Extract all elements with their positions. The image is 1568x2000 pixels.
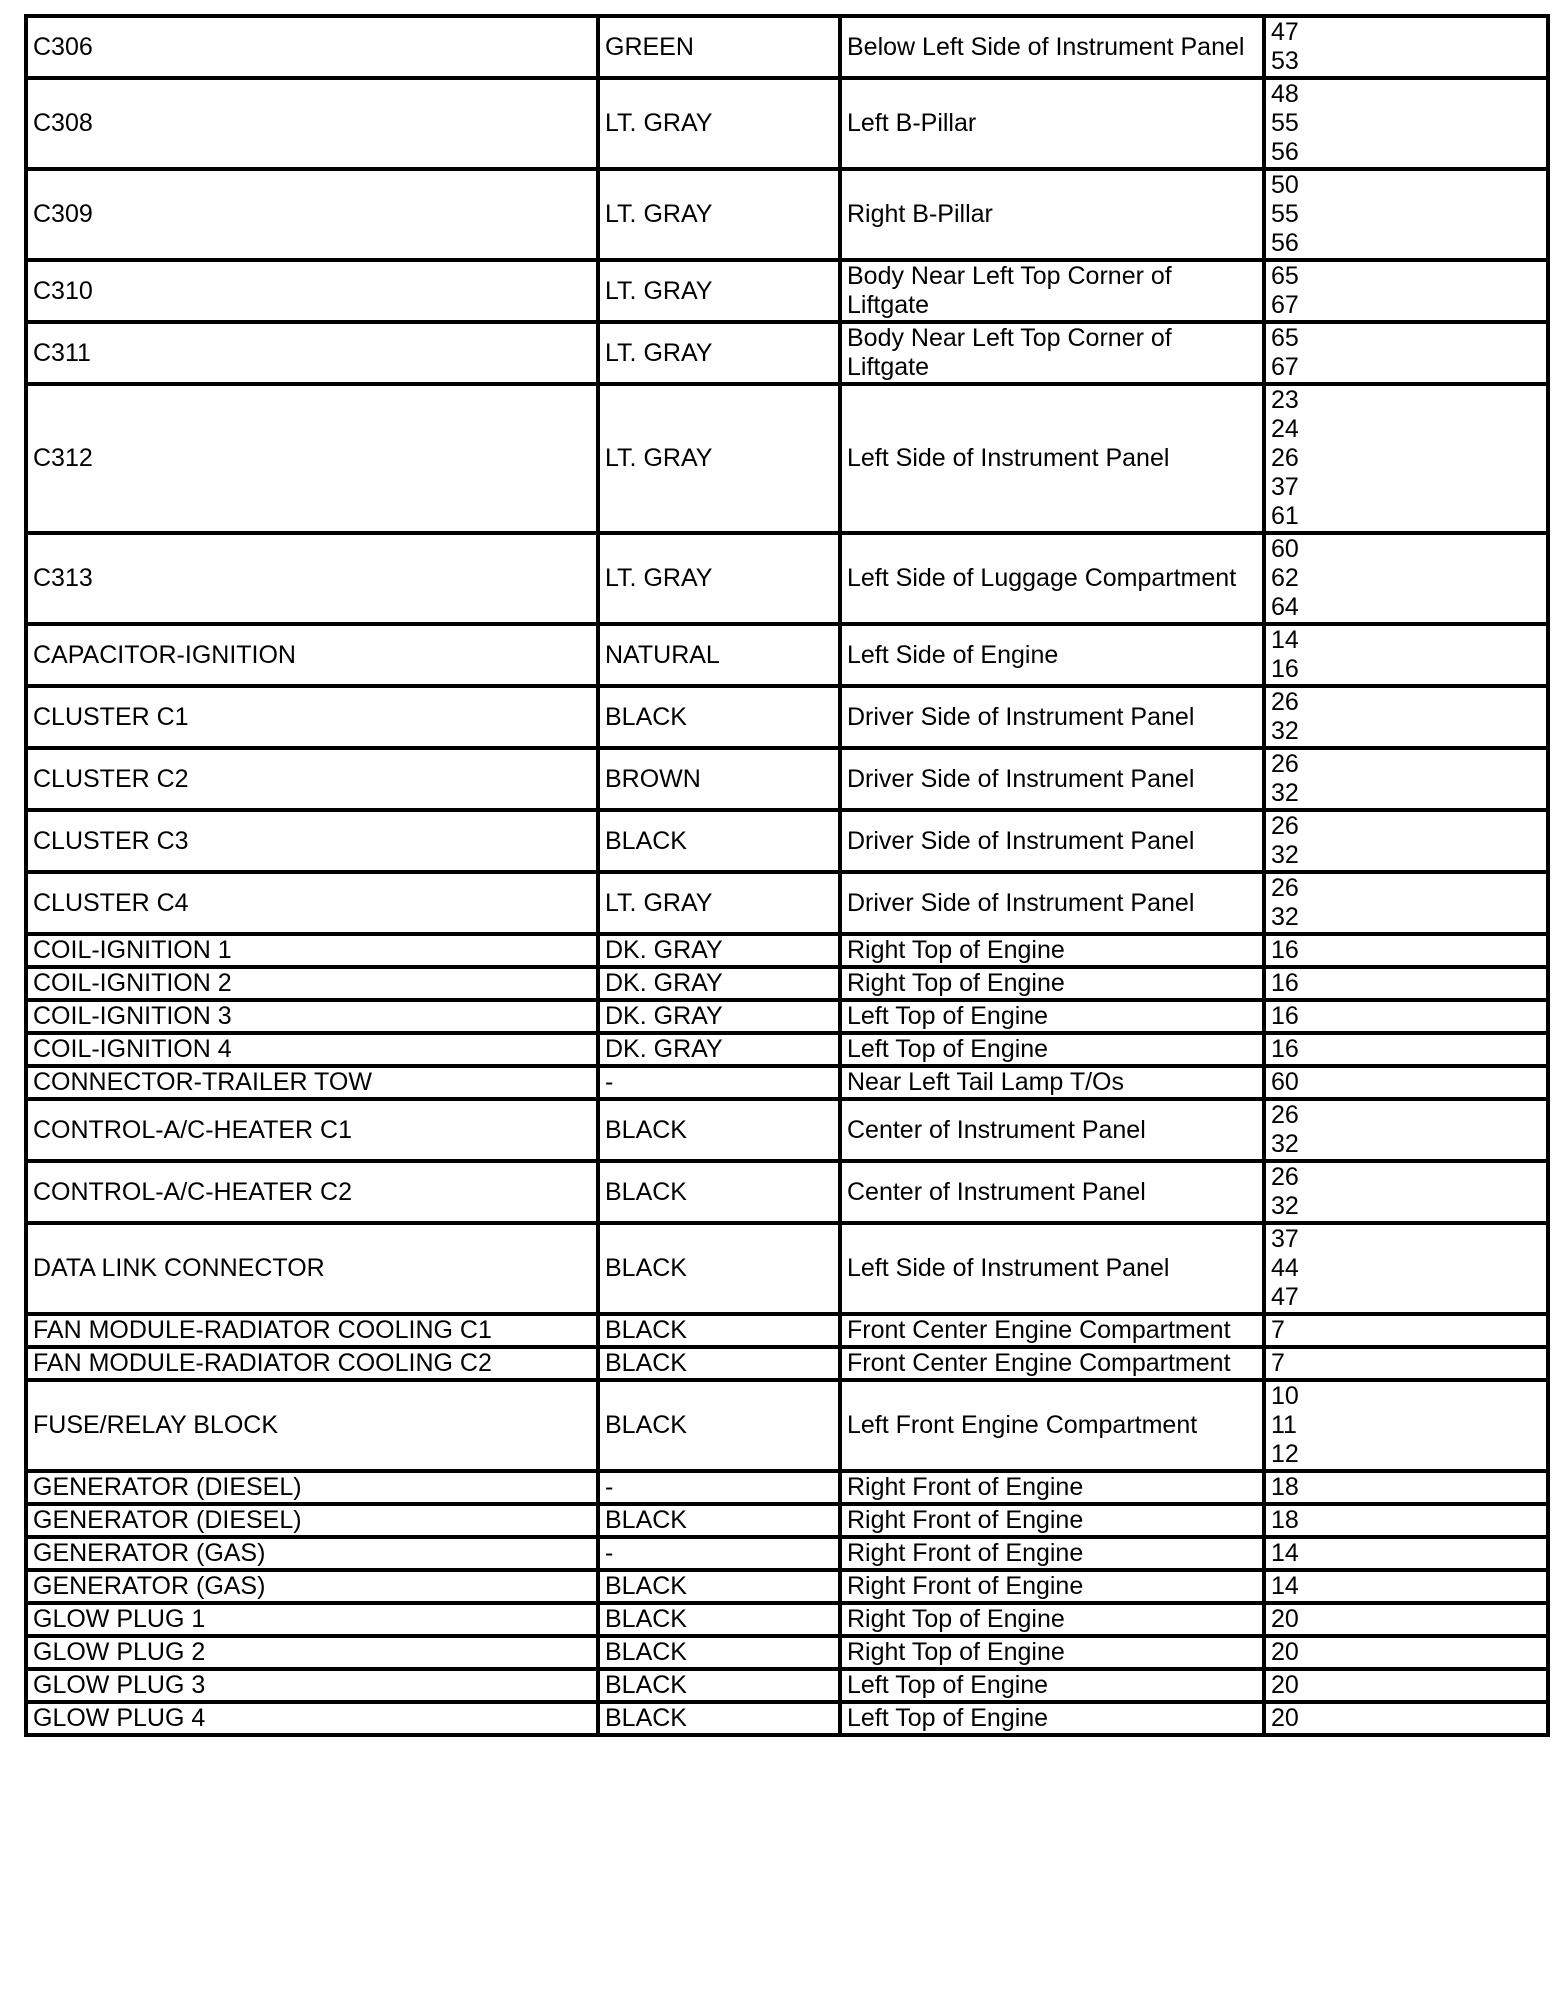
table-row — [26, 810, 1548, 872]
page-number: 26 — [1271, 874, 1299, 902]
table-row — [26, 1669, 1548, 1702]
connector-location-cell: Left Side of Instrument Panel — [840, 384, 1264, 533]
page-reference-cell — [1264, 1314, 1548, 1347]
page-number: 67 — [1271, 291, 1299, 319]
page-reference-cell — [1264, 1033, 1548, 1066]
page-number: 16 — [1271, 969, 1299, 997]
connector-color-cell: BLACK — [598, 1223, 840, 1314]
page-reference-cell — [1264, 686, 1548, 748]
connector-location-cell: Driver Side of Instrument Panel — [840, 748, 1264, 810]
connector-color-cell: LT. GRAY — [598, 384, 840, 533]
connector-color-cell: BLACK — [598, 1380, 840, 1471]
page-number: 14 — [1271, 1572, 1299, 1600]
page-number: 23 — [1271, 386, 1299, 414]
table-row — [26, 16, 1548, 78]
connector-color-cell: NATURAL — [598, 624, 840, 686]
connector-name-cell: GLOW PLUG 3 — [26, 1669, 598, 1702]
table-row — [26, 1066, 1548, 1099]
page-number: 60 — [1271, 535, 1299, 563]
connector-name-cell: C308 — [26, 78, 598, 169]
connector-name-cell: C312 — [26, 384, 598, 533]
table-row — [26, 260, 1548, 322]
connector-location-cell: Body Near Left Top Corner of Liftgate — [840, 260, 1264, 322]
connector-location-cell: Driver Side of Instrument Panel — [840, 810, 1264, 872]
table-body — [26, 16, 1548, 1735]
connector-location-cell: Left Top of Engine — [840, 1033, 1264, 1066]
connector-location-cell: Right B-Pillar — [840, 169, 1264, 260]
connector-name-cell: COIL-IGNITION 1 — [26, 934, 598, 967]
connector-location-cell: Left Front Engine Compartment — [840, 1380, 1264, 1471]
connector-name-cell: C306 — [26, 16, 598, 78]
connector-location-cell: Center of Instrument Panel — [840, 1161, 1264, 1223]
connector-color-cell: DK. GRAY — [598, 1033, 840, 1066]
page-number: 20 — [1271, 1638, 1299, 1666]
page-number: 20 — [1271, 1605, 1299, 1633]
table-row — [26, 1504, 1548, 1537]
page-reference-cell — [1264, 533, 1548, 624]
page-number: 7 — [1271, 1316, 1285, 1344]
connector-color-cell: BLACK — [598, 1347, 840, 1380]
connector-color-cell: BLACK — [598, 810, 840, 872]
page-number: 56 — [1271, 229, 1299, 257]
connector-location-cell: Right Top of Engine — [840, 1636, 1264, 1669]
table-row — [26, 1099, 1548, 1161]
connector-location-cell: Left Top of Engine — [840, 1702, 1264, 1735]
connector-color-cell: GREEN — [598, 16, 840, 78]
table-row — [26, 1471, 1548, 1504]
page-number: 26 — [1271, 1163, 1299, 1191]
table-row — [26, 1537, 1548, 1570]
connector-color-cell: BROWN — [598, 748, 840, 810]
connector-location-cell: Driver Side of Instrument Panel — [840, 686, 1264, 748]
page-reference-cell — [1264, 16, 1548, 78]
connector-location-table — [24, 14, 1550, 1737]
page-reference-cell — [1264, 322, 1548, 384]
page-number: 56 — [1271, 138, 1299, 166]
page-number: 11 — [1271, 1411, 1297, 1439]
connector-name-cell: COIL-IGNITION 2 — [26, 967, 598, 1000]
page-number: 26 — [1271, 444, 1299, 472]
page-number: 55 — [1271, 200, 1299, 228]
table-row — [26, 1033, 1548, 1066]
connector-color-cell: DK. GRAY — [598, 934, 840, 967]
page-number: 24 — [1271, 415, 1299, 443]
connector-location-cell: Right Front of Engine — [840, 1471, 1264, 1504]
table-row — [26, 322, 1548, 384]
table-row — [26, 1314, 1548, 1347]
connector-color-cell: BLACK — [598, 1161, 840, 1223]
connector-color-cell: LT. GRAY — [598, 322, 840, 384]
connector-color-cell: DK. GRAY — [598, 1000, 840, 1033]
table-row — [26, 533, 1548, 624]
connector-name-cell: CAPACITOR-IGNITION — [26, 624, 598, 686]
table-row — [26, 384, 1548, 533]
connector-name-cell: GLOW PLUG 4 — [26, 1702, 598, 1735]
table-row — [26, 872, 1548, 934]
page-number: 32 — [1271, 779, 1299, 807]
page-number: 14 — [1271, 1539, 1299, 1567]
page-number: 16 — [1271, 1035, 1299, 1063]
page-number: 48 — [1271, 80, 1299, 108]
page-reference-cell — [1264, 1636, 1548, 1669]
page-number: 20 — [1271, 1704, 1299, 1732]
table-row — [26, 1603, 1548, 1636]
connector-name-cell: C310 — [26, 260, 598, 322]
table-row — [26, 169, 1548, 260]
page-number: 26 — [1271, 750, 1299, 778]
page-number: 65 — [1271, 324, 1299, 352]
page-reference-cell — [1264, 1570, 1548, 1603]
page-reference-cell — [1264, 78, 1548, 169]
page-number: 16 — [1271, 655, 1299, 683]
connector-color-cell: BLACK — [598, 1099, 840, 1161]
page-number: 18 — [1271, 1506, 1299, 1534]
connector-name-cell: GLOW PLUG 2 — [26, 1636, 598, 1669]
page-reference-cell — [1264, 1537, 1548, 1570]
connector-location-cell: Left Top of Engine — [840, 1000, 1264, 1033]
connector-location-cell: Right Top of Engine — [840, 934, 1264, 967]
page-number: 12 — [1271, 1440, 1299, 1468]
page-number: 44 — [1271, 1254, 1299, 1282]
table-row — [26, 1223, 1548, 1314]
connector-location-cell: Right Front of Engine — [840, 1504, 1264, 1537]
connector-name-cell: CLUSTER C1 — [26, 686, 598, 748]
page-number: 20 — [1271, 1671, 1299, 1699]
page-reference-cell — [1264, 1380, 1548, 1471]
page-number: 7 — [1271, 1349, 1285, 1377]
connector-color-cell: - — [598, 1066, 840, 1099]
page-number: 67 — [1271, 353, 1299, 381]
table-row — [26, 1000, 1548, 1033]
page-reference-cell — [1264, 1161, 1548, 1223]
table-row — [26, 78, 1548, 169]
connector-name-cell: C309 — [26, 169, 598, 260]
table-row — [26, 748, 1548, 810]
connector-name-cell: GENERATOR (DIESEL) — [26, 1471, 598, 1504]
page-number: 53 — [1271, 47, 1299, 75]
page-reference-cell — [1264, 967, 1548, 1000]
connector-name-cell: GENERATOR (DIESEL) — [26, 1504, 598, 1537]
page-reference-cell — [1264, 1099, 1548, 1161]
connector-color-cell: LT. GRAY — [598, 169, 840, 260]
page-reference-cell — [1264, 1702, 1548, 1735]
page-number: 26 — [1271, 1101, 1299, 1129]
page-number: 61 — [1271, 502, 1299, 530]
page-number: 32 — [1271, 841, 1299, 869]
connector-name-cell: C311 — [26, 322, 598, 384]
page-reference-cell — [1264, 260, 1548, 322]
connector-color-cell: LT. GRAY — [598, 260, 840, 322]
connector-name-cell: CONTROL-A/C-HEATER C2 — [26, 1161, 598, 1223]
connector-name-cell: FUSE/RELAY BLOCK — [26, 1380, 598, 1471]
page-number: 65 — [1271, 262, 1299, 290]
connector-name-cell: C313 — [26, 533, 598, 624]
page-number: 62 — [1271, 564, 1299, 592]
page-reference-cell — [1264, 169, 1548, 260]
page-number: 37 — [1271, 473, 1299, 501]
connector-location-cell: Body Near Left Top Corner of Liftgate — [840, 322, 1264, 384]
page-number: 10 — [1271, 1382, 1299, 1410]
page-reference-cell — [1264, 872, 1548, 934]
connector-name-cell: DATA LINK CONNECTOR — [26, 1223, 598, 1314]
page-reference-cell — [1264, 810, 1548, 872]
connector-location-cell: Front Center Engine Compartment — [840, 1314, 1264, 1347]
connector-color-cell: BLACK — [598, 1570, 840, 1603]
page-number: 47 — [1271, 18, 1299, 46]
page-number: 16 — [1271, 1002, 1299, 1030]
connector-name-cell: FAN MODULE-RADIATOR COOLING C1 — [26, 1314, 598, 1347]
table-row — [26, 934, 1548, 967]
connector-color-cell: BLACK — [598, 686, 840, 748]
table-row — [26, 1570, 1548, 1603]
page-number: 55 — [1271, 109, 1299, 137]
table-row — [26, 1380, 1548, 1471]
connector-color-cell: BLACK — [598, 1314, 840, 1347]
connector-name-cell: CLUSTER C2 — [26, 748, 598, 810]
connector-location-cell: Left Top of Engine — [840, 1669, 1264, 1702]
connector-location-cell: Right Top of Engine — [840, 967, 1264, 1000]
connector-color-cell: LT. GRAY — [598, 78, 840, 169]
table-row — [26, 1702, 1548, 1735]
connector-location-cell: Left B-Pillar — [840, 78, 1264, 169]
connector-color-cell: LT. GRAY — [598, 872, 840, 934]
page-number: 47 — [1271, 1283, 1299, 1311]
page-reference-cell — [1264, 624, 1548, 686]
connector-name-cell: CLUSTER C4 — [26, 872, 598, 934]
page-number: 64 — [1271, 593, 1299, 621]
connector-location-cell: Right Top of Engine — [840, 1603, 1264, 1636]
connector-name-cell: COIL-IGNITION 4 — [26, 1033, 598, 1066]
page-number: 32 — [1271, 1130, 1299, 1158]
table-row — [26, 686, 1548, 748]
connector-color-cell: BLACK — [598, 1603, 840, 1636]
table-row — [26, 1347, 1548, 1380]
connector-color-cell: BLACK — [598, 1702, 840, 1735]
page-number: 32 — [1271, 903, 1299, 931]
page-reference-cell — [1264, 384, 1548, 533]
connector-name-cell: CONNECTOR-TRAILER TOW — [26, 1066, 598, 1099]
page-number: 50 — [1271, 171, 1299, 199]
connector-location-cell: Driver Side of Instrument Panel — [840, 872, 1264, 934]
connector-color-cell: BLACK — [598, 1504, 840, 1537]
connector-name-cell: CONTROL-A/C-HEATER C1 — [26, 1099, 598, 1161]
connector-location-cell: Right Front of Engine — [840, 1537, 1264, 1570]
page-number: 26 — [1271, 812, 1299, 840]
connector-location-cell: Center of Instrument Panel — [840, 1099, 1264, 1161]
page-number: 26 — [1271, 688, 1299, 716]
page-reference-cell — [1264, 1603, 1548, 1636]
connector-name-cell: GENERATOR (GAS) — [26, 1537, 598, 1570]
connector-color-cell: LT. GRAY — [598, 533, 840, 624]
page-number: 60 — [1271, 1068, 1299, 1096]
page-reference-cell — [1264, 1000, 1548, 1033]
page-number: 32 — [1271, 1192, 1299, 1220]
connector-color-cell: BLACK — [598, 1636, 840, 1669]
connector-name-cell: GENERATOR (GAS) — [26, 1570, 598, 1603]
page-number: 37 — [1271, 1225, 1299, 1253]
connector-name-cell: CLUSTER C3 — [26, 810, 598, 872]
connector-location-cell: Below Left Side of Instrument Panel — [840, 16, 1264, 78]
page-reference-cell — [1264, 748, 1548, 810]
connector-name-cell: GLOW PLUG 1 — [26, 1603, 598, 1636]
connector-location-cell: Near Left Tail Lamp T/Os — [840, 1066, 1264, 1099]
connector-color-cell: BLACK — [598, 1669, 840, 1702]
page-reference-cell — [1264, 934, 1548, 967]
connector-location-cell: Left Side of Engine — [840, 624, 1264, 686]
connector-name-cell: COIL-IGNITION 3 — [26, 1000, 598, 1033]
page-reference-cell — [1264, 1347, 1548, 1380]
page-reference-cell — [1264, 1471, 1548, 1504]
connector-name-cell: FAN MODULE-RADIATOR COOLING C2 — [26, 1347, 598, 1380]
page-reference-cell — [1264, 1066, 1548, 1099]
page-reference-cell — [1264, 1504, 1548, 1537]
page-number: 14 — [1271, 626, 1299, 654]
table-row — [26, 624, 1548, 686]
page-reference-cell — [1264, 1223, 1548, 1314]
table-row — [26, 1636, 1548, 1669]
page-number: 16 — [1271, 936, 1299, 964]
connector-color-cell: - — [598, 1537, 840, 1570]
connector-location-cell: Left Side of Instrument Panel — [840, 1223, 1264, 1314]
page-number: 32 — [1271, 717, 1299, 745]
page-number: 18 — [1271, 1473, 1299, 1501]
connector-color-cell: DK. GRAY — [598, 967, 840, 1000]
table-row — [26, 967, 1548, 1000]
connector-location-cell: Left Side of Luggage Compartment — [840, 533, 1264, 624]
connector-location-cell: Front Center Engine Compartment — [840, 1347, 1264, 1380]
page-reference-cell — [1264, 1669, 1548, 1702]
connector-location-cell: Right Front of Engine — [840, 1570, 1264, 1603]
table-row — [26, 1161, 1548, 1223]
connector-color-cell: - — [598, 1471, 840, 1504]
